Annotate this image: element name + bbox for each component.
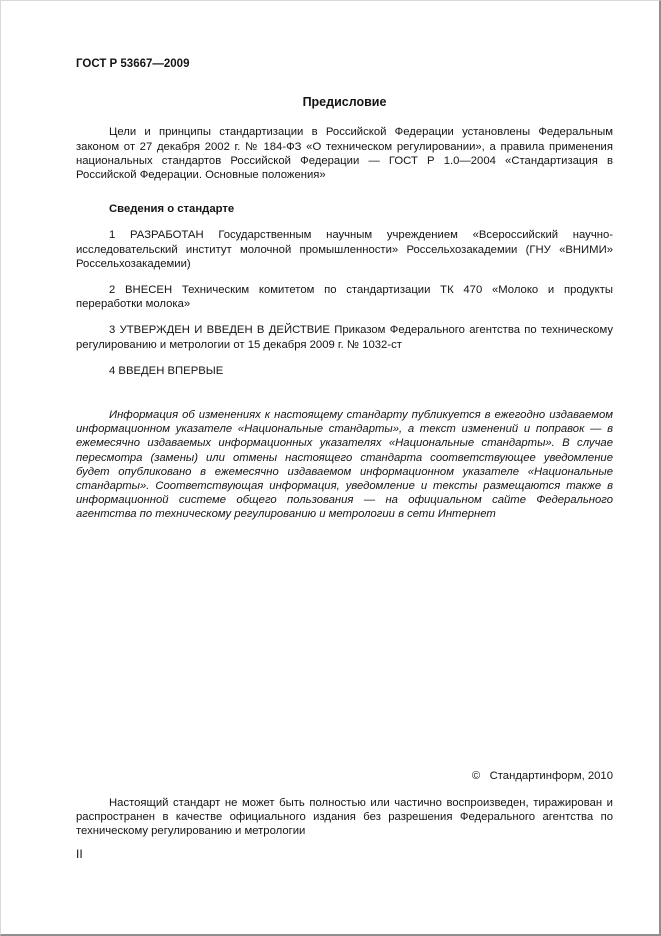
standard-item-approved: 3 УТВЕРЖДЕН И ВВЕДЕН В ДЕЙСТВИЕ Приказом Федерального агентства по техническому регулированию и метрологии от 15 декабря 2009 г. № 1032-ст — [76, 324, 613, 351]
standard-item-submitted: 2 ВНЕСЕН Техническим комитетом по стандартизации ТК 470 «Молоко и продукты переработки молока» — [76, 284, 613, 311]
standard-item-developed: 1 РАЗРАБОТАН Государственным научным учреждением «Всероссийский научно-исследовательский институт молочной промышленности» Россельхозакадемии (ГНУ «ВНИМИ» Россельхозакадемии) — [76, 229, 613, 270]
section-heading: Сведения о стандарте — [109, 203, 235, 216]
doc-code: ГОСТ Р 53667—2009 — [76, 58, 190, 70]
page-number: II — [76, 847, 83, 861]
page-title: Предисловие — [302, 95, 387, 110]
amendments-note: Информация об изменениях к настоящему стандарту публикуется в ежегодно издаваемом информационном указателе «Национальные стандарты», а текст изменений и поправок — в ежемесячно издаваемых информационных указателях «Национальные стандарты». В случае пересмотра (замены) или отмены настоящего стандарта соответствующее уведомление будет опубликовано в ежемесячно издаваемом информационном указателе «Национальные стандарты». Соответствующая информация, уведомление и тексты размещаются также в информационной системе общего пользования — на официальном сайте Федерального агентства по техническому регулированию и метрологии в сети Интернет — [76, 409, 613, 521]
intro-paragraph: Цели и принципы стандартизации в Российской Федерации установлены Федеральным законом от 27 декабря 2002 г. № 184-ФЗ «О техническом регулировании», а правила применения национальных стандартов Российской Федерации — ГОСТ Р 1.0—2004 «Стандартизация в Российской Федерации. Основные положения» — [76, 126, 613, 182]
copyright-line: © Стандартинформ, 2010 — [471, 770, 613, 782]
document-content — [1, 1, 659, 522]
reproduction-note: Настоящий стандарт не может быть полностью или частично воспроизведен, тиражирован и распространен в качестве официального издания без разрешения Федерального агентства по техническому регулированию и метрологии — [76, 797, 613, 838]
standard-item-first-introduced: 4 ВВЕДЕН ВПЕРВЫЕ — [109, 364, 224, 377]
